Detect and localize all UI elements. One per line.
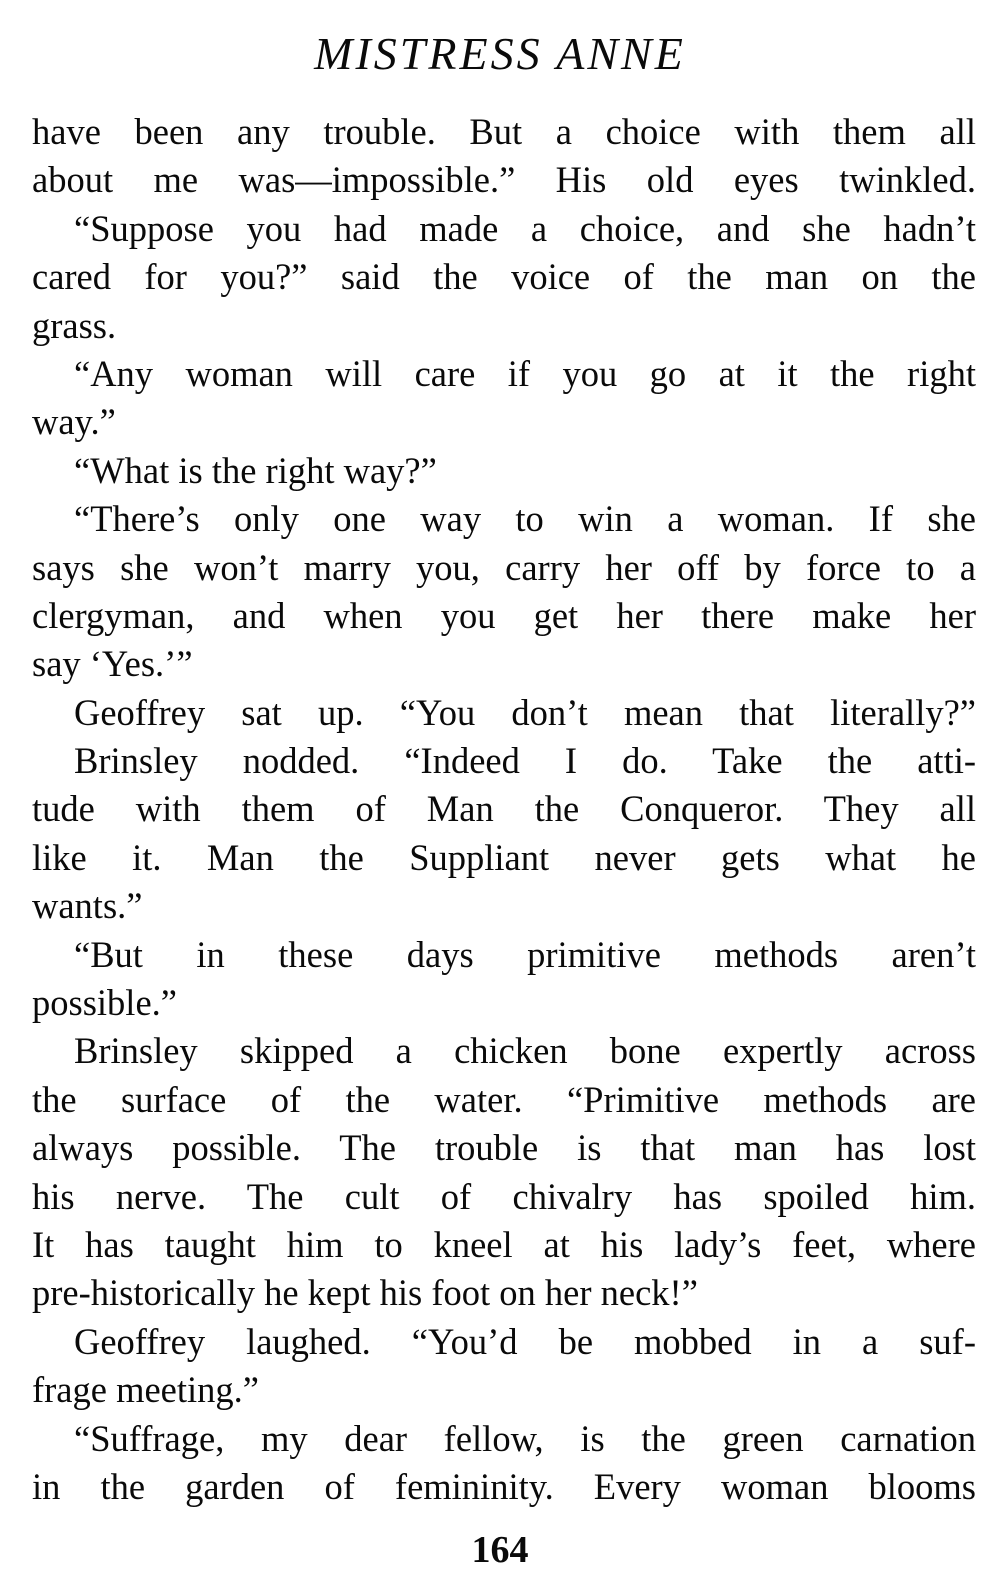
text-line: wants.” xyxy=(32,885,143,927)
text-line: “But in these days primitive methods aren’t xyxy=(74,933,976,975)
text-line: grass. xyxy=(32,304,117,346)
text-line: “Suppose you had made a choice, and she hadn’t xyxy=(74,207,976,249)
text-line: Geoffrey sat up. “You don’t mean that literally?” xyxy=(74,691,976,733)
text-line: way.” xyxy=(32,401,116,443)
text-line: like it. Man the Suppliant never gets what he xyxy=(32,836,976,878)
text-line: possible.” xyxy=(32,982,177,1024)
text-line: Brinsley nodded. “Indeed I do. Take the atti- xyxy=(74,740,976,782)
text-line: Brinsley skipped a chicken bone expertly across xyxy=(74,1030,976,1072)
text-line: cared for you?” said the voice of the man on the xyxy=(32,256,976,298)
text-line: “There’s only one way to win a woman. If she xyxy=(74,498,976,540)
text-line: in the garden of femininity. Every woman blooms xyxy=(32,1465,976,1507)
text-line: says she won’t marry you, carry her off by force to a xyxy=(32,546,976,588)
text-line: “What is the right way?” xyxy=(74,449,437,491)
body-text xyxy=(32,108,976,1511)
running-title: MISTRESS ANNE xyxy=(314,28,686,79)
text-line: have been any trouble. But a choice with them all xyxy=(32,111,976,152)
text-line: always possible. The trouble is that man has lost xyxy=(32,1127,976,1169)
text-line: about me was—impossible.” His old eyes twinkled. xyxy=(32,159,976,201)
page-number: 164 xyxy=(471,1529,529,1571)
text-line: It has taught him to kneel at his lady’s feet, where xyxy=(32,1223,976,1265)
text-line: “Suffrage, my dear fellow, is the green carnation xyxy=(74,1417,976,1459)
text-line: pre-historically he kept his foot on her neck!” xyxy=(32,1272,698,1314)
text-line: say ‘Yes.’” xyxy=(32,643,193,685)
text-line: the surface of the water. “Primitive methods are xyxy=(32,1078,976,1120)
text-line: his nerve. The cult of chivalry has spoiled him. xyxy=(32,1175,976,1217)
text-line: frage meeting.” xyxy=(32,1369,259,1411)
text-line: Geoffrey laughed. “You’d be mobbed in a suf- xyxy=(74,1320,976,1362)
text-line: tude with them of Man the Conqueror. They all xyxy=(32,788,976,830)
text-line: “Any woman will care if you go at it the right xyxy=(74,352,976,394)
text-line: clergyman, and when you get her there make her xyxy=(32,594,976,636)
